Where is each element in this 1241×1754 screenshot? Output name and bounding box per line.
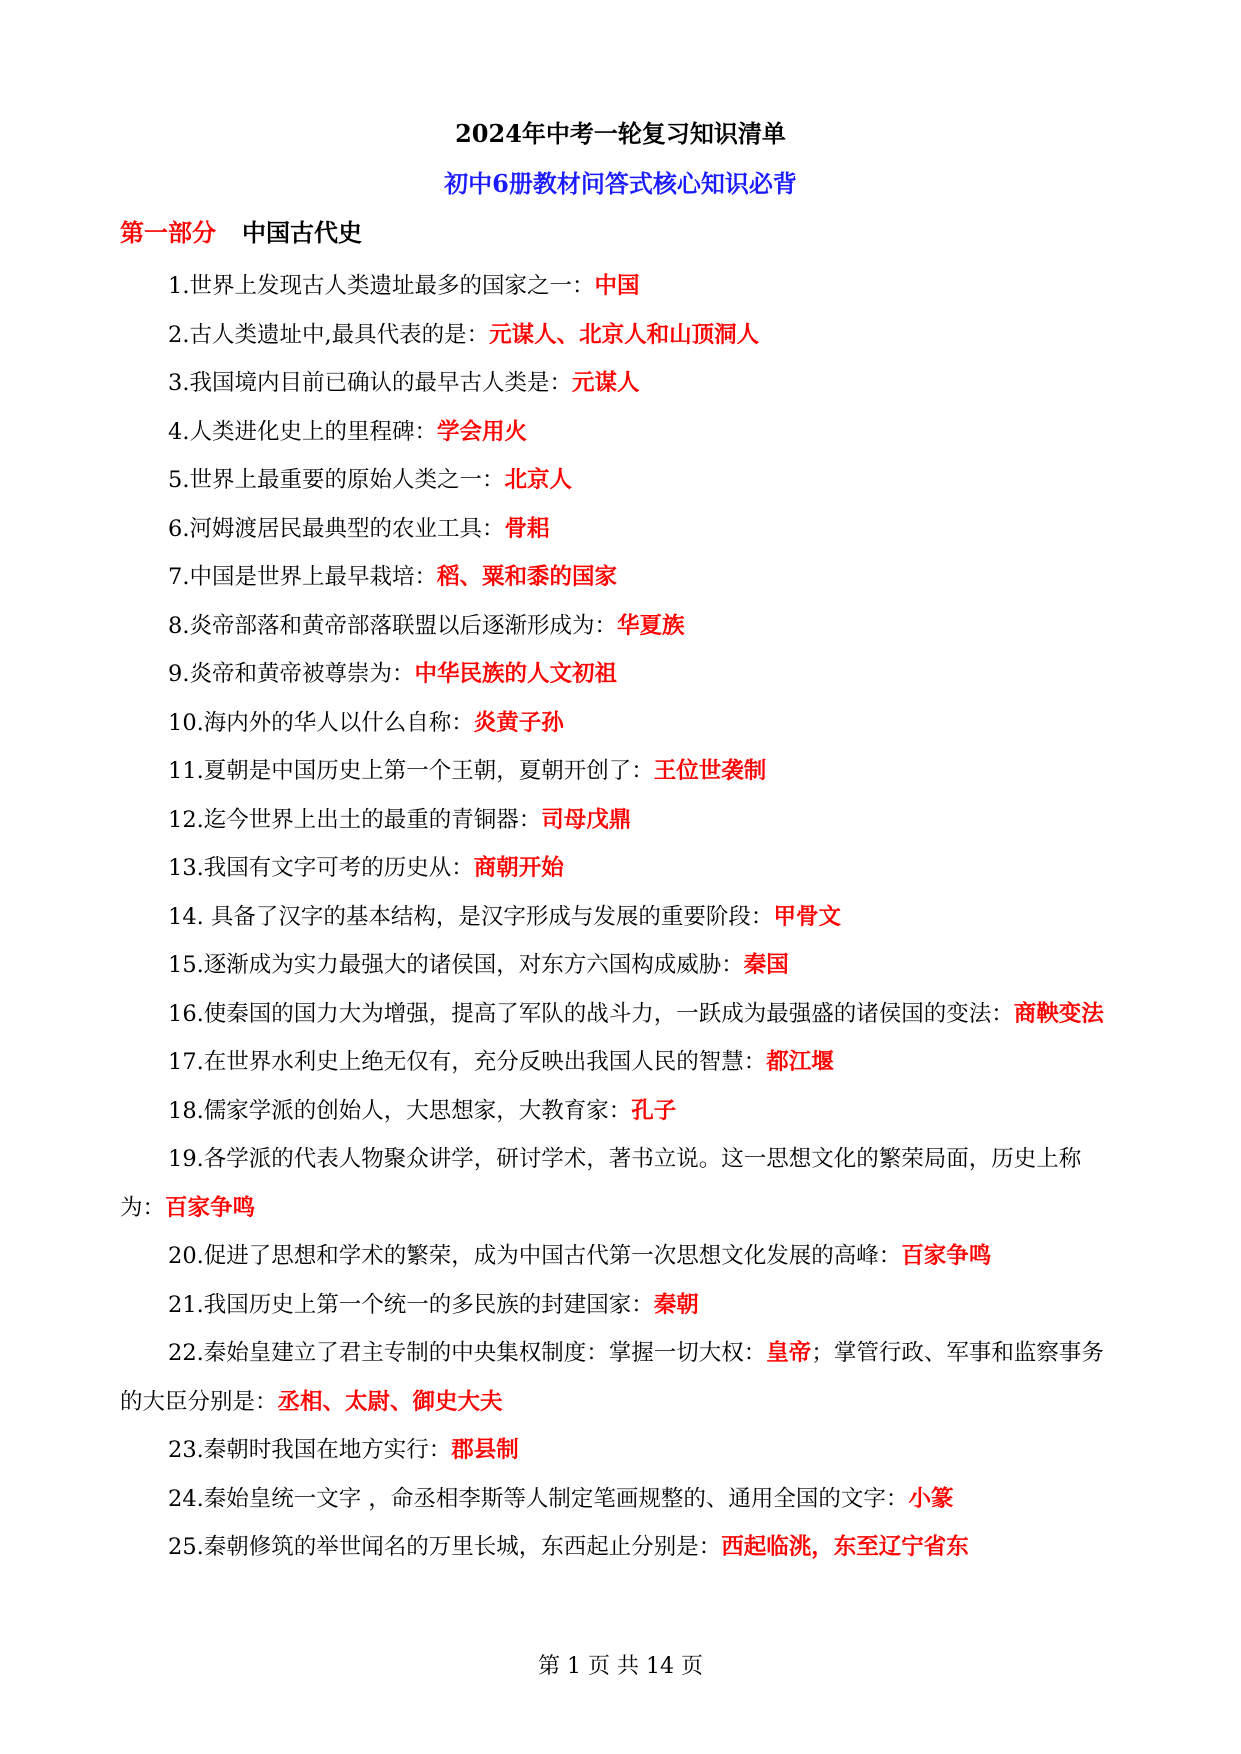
qa-item-1	[120, 262, 1120, 311]
qa-item-19	[120, 1135, 1120, 1232]
qa-item-17	[120, 1038, 1120, 1087]
answer-text: 商鞅变法	[1013, 1000, 1104, 1027]
answer-text: 郡县制	[451, 1437, 519, 1463]
document-subtitle: 初中6册教材问答式核心知识必背	[444, 169, 797, 198]
answer-text: 炎黄子孙	[473, 709, 564, 736]
question-text: 15.逐渐成为实力最强大的诸侯国，对东方六国构成威胁：	[168, 952, 744, 978]
qa-item-24	[120, 1475, 1120, 1524]
question-text: 3.我国境内目前已确认的最早古人类是：	[168, 370, 572, 396]
question-text: 25.秦朝修筑的举世闻名的万里长城，东西起止分别是：	[168, 1534, 722, 1560]
question-text: 16.使秦国的国力大为增强，提高了军队的战斗力，一跃成为最强盛的诸侯国的变法：	[168, 1000, 1014, 1027]
answer-text: 元谋人	[571, 370, 640, 396]
question-text: 2.古人类遗址中,最具代表的是：	[168, 321, 490, 348]
answer-text: 秦朝	[653, 1291, 699, 1318]
question-text: 9.炎帝和黄帝被尊崇为：	[168, 661, 415, 687]
question-text: 10.海内外的华人以什么自称：	[168, 709, 474, 736]
qa-item-8	[120, 602, 1120, 651]
question-text: 20.促进了思想和学术的繁荣，成为中国古代第一次思想文化发展的高峰：	[168, 1243, 902, 1269]
qa-item-7	[120, 553, 1120, 602]
answer-text: 都江堰	[766, 1049, 834, 1075]
question-text: 21.我国历史上第一个统一的多民族的封建国家：	[168, 1291, 654, 1318]
question-text: 1.世界上发现古人类遗址最多的国家之一：	[168, 273, 595, 299]
answer-text: 中华民族的人文初祖	[414, 661, 617, 687]
qa-item-15	[120, 941, 1120, 990]
qa-item-20	[120, 1232, 1120, 1281]
answer-text: 华夏族	[616, 612, 685, 639]
qa-item-4	[120, 408, 1120, 457]
answer-text: 小篆	[908, 1485, 954, 1512]
qa-item-18	[120, 1087, 1120, 1136]
qa-item-5	[120, 456, 1120, 505]
qa-item-9	[120, 650, 1120, 699]
question-text: 4.人类进化史上的里程碑：	[168, 418, 437, 445]
question-text: 8.炎帝部落和黄帝部落联盟以后逐渐形成为：	[168, 612, 617, 639]
answer-text: 中国	[594, 273, 640, 299]
question-text: 18.儒家学派的创始人，大思想家，大教育家：	[168, 1097, 632, 1124]
qa-item-13	[120, 844, 1120, 893]
qa-item-2	[120, 311, 1120, 360]
section-name: 中国古代史	[242, 218, 362, 247]
qa-item-12	[120, 796, 1120, 845]
qa-item-3	[120, 359, 1120, 408]
question-text: 17.在世界水利史上绝无仅有，充分反映出我国人民的智慧：	[168, 1049, 767, 1075]
answer-text: 王位世袭制	[653, 758, 767, 784]
question-text: 22.秦始皇建立了君主专制的中央集权制度：掌握一切大权：	[168, 1340, 767, 1366]
question-text: 6.河姆渡居民最典型的农业工具：	[168, 515, 505, 542]
qa-list	[120, 262, 1120, 1572]
section-heading	[120, 216, 362, 250]
question-text: 11.夏朝是中国历史上第一个王朝，夏朝开创了：	[168, 758, 654, 784]
answer-text: 商朝开始	[473, 855, 564, 881]
answer-text: 西起临洮，东至辽宁省东	[721, 1534, 969, 1560]
question-text: 24.秦始皇统一文字 ，命丞相李斯等人制定笔画规整的、通用全国的文字：	[168, 1485, 909, 1512]
answer-text: 皇帝	[766, 1340, 812, 1366]
answer-text: 百家争鸣	[165, 1194, 256, 1221]
page-footer: 第 1 页 共 14 页	[538, 1654, 703, 1679]
answer-text: 甲骨文	[773, 903, 841, 930]
question-text: 14. 具备了汉字的基本结构，是汉字形成与发展的重要阶段：	[168, 903, 774, 930]
answer-text: 骨耜	[504, 515, 550, 542]
answer-text: 司母戊鼎	[541, 806, 632, 833]
qa-item-25	[120, 1523, 1120, 1572]
question-text: 13.我国有文字可考的历史从：	[168, 855, 474, 881]
qa-item-14	[120, 893, 1120, 942]
answer-text: 北京人	[504, 467, 572, 493]
qa-item-22	[120, 1329, 1120, 1426]
question-text: 23.秦朝时我国在地方实行：	[168, 1437, 452, 1463]
qa-item-10	[120, 699, 1120, 748]
qa-item-16	[120, 990, 1120, 1039]
question-text: 5.世界上最重要的原始人类之一：	[168, 467, 505, 493]
answer-text-second: 丞相、太尉、御史大夫	[277, 1388, 503, 1415]
document-title: 2024年中考一轮复习知识清单	[455, 119, 786, 148]
question-text-continued: ；掌管行政、军事和监察事务的大臣分别是：	[120, 1340, 1104, 1415]
answer-text: 学会用火	[436, 418, 527, 445]
qa-item-6	[120, 505, 1120, 554]
section-number: 第一部分	[120, 218, 216, 247]
question-text: 19.各学派的代表人物聚众讲学，研讨学术，著书立说。这一思想文化的繁荣局面，历史上称为：	[120, 1146, 1082, 1221]
answer-text: 孔子	[631, 1097, 677, 1124]
answer-text: 稻、粟和黍的国家	[436, 564, 617, 590]
qa-item-21	[120, 1281, 1120, 1330]
question-text: 7.中国是世界上最早栽培：	[168, 564, 437, 590]
qa-item-11	[120, 747, 1120, 796]
question-text: 12.迄今世界上出土的最重的青铜器：	[168, 806, 542, 833]
answer-text: 百家争鸣	[901, 1243, 992, 1269]
answer-text: 元谋人、北京人和山顶洞人	[489, 321, 760, 348]
qa-item-23	[120, 1426, 1120, 1475]
answer-text: 秦国	[743, 952, 789, 978]
